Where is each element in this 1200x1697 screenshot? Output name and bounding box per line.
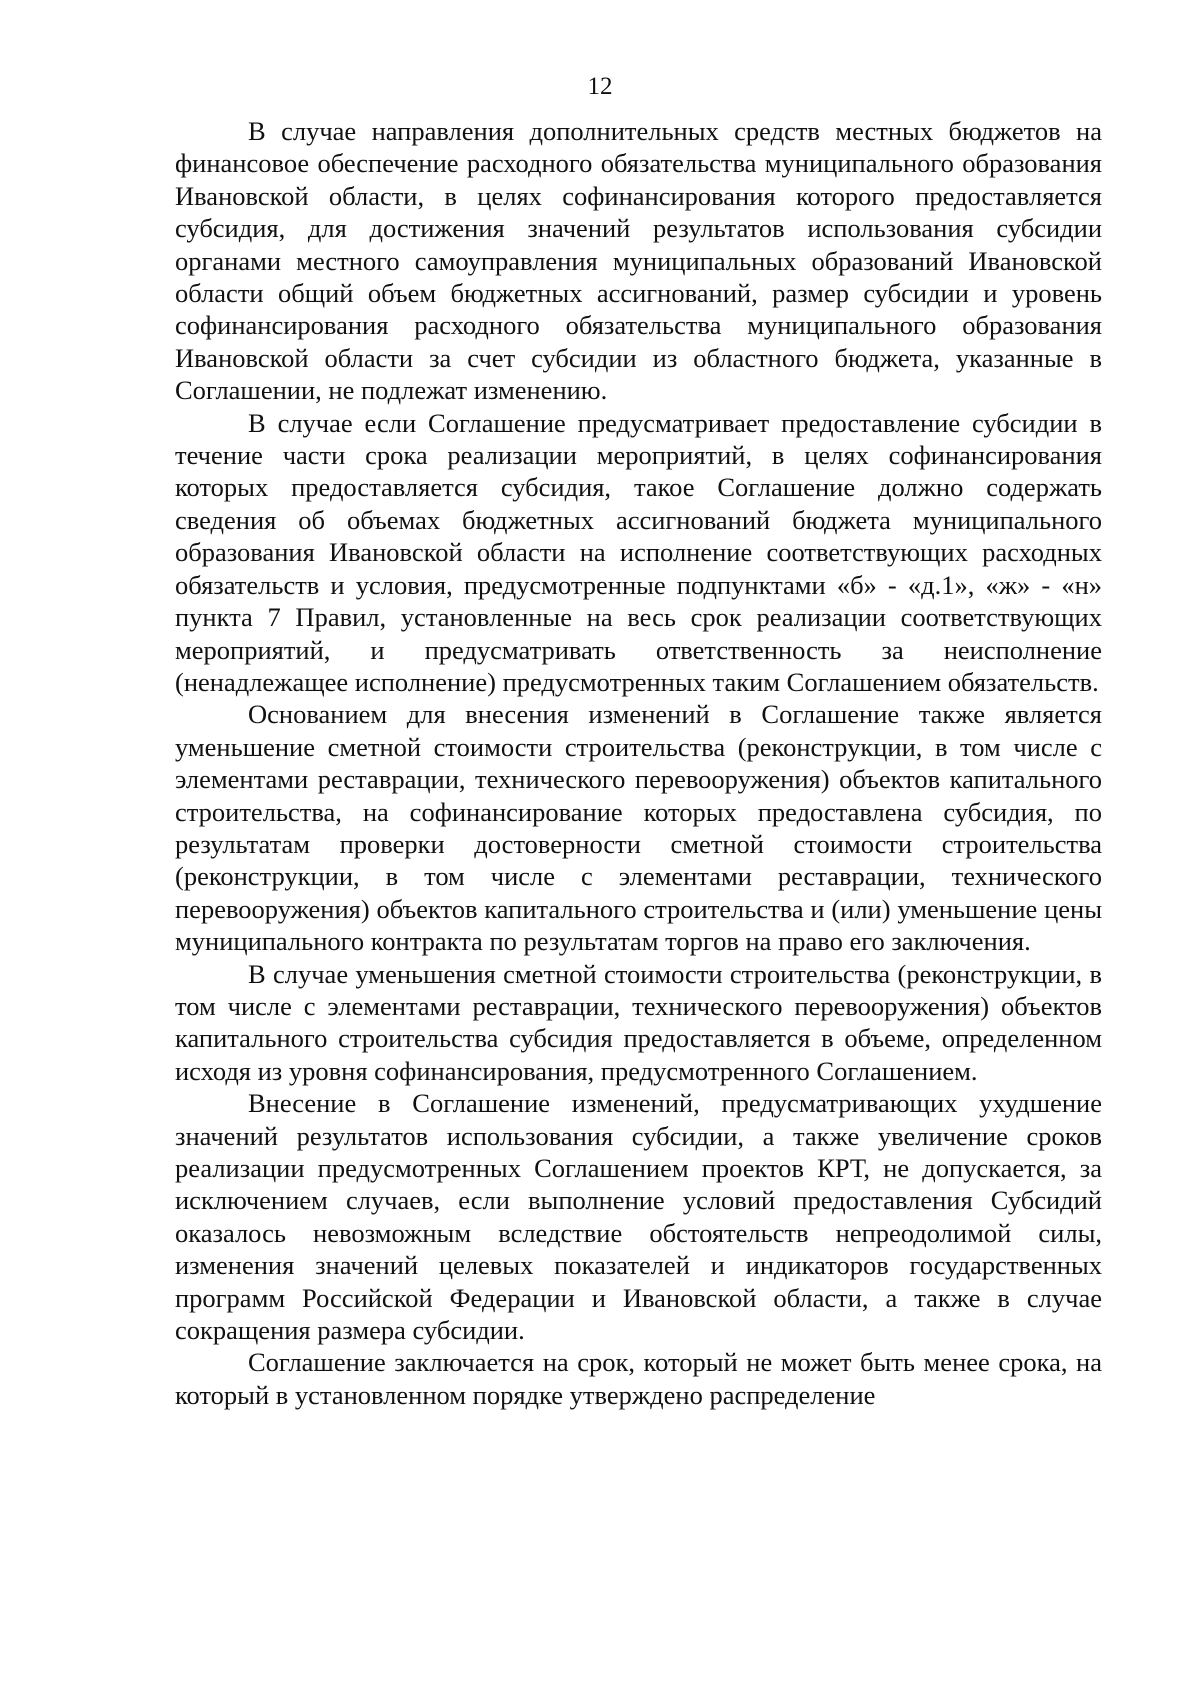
paragraph-partial-term-agreement: В случае если Соглашение предусматривает предоставление субсидии в течение части срока реализации мероприятий, в целях софинансирования которых предоставляется субсидия, такое Соглашение должно содержать сведения об объемах бюджетных ассигнований бюджета муниципального образования Ивановской области на исполнение соответствующих расходных обязательств и условия, предусмотренные подпунктами «б» - «д.1», «ж» - «н» пункта 7 Правил, установленные на весь срок реализации соответствующих мероприятий, и предусматривать ответственность за неисполнение (ненадлежащее исполнение) предусмотренных таким Соглашением обязательств. <box>175 407 1102 697</box>
paragraph-additional-local-funds: В случае направления дополнительных средств местных бюджетов на финансовое обеспечение расходного обязательства муниципального образования Ивановской области, в целях софинансирования которого предоставляется субсидия, для достижения значений результатов использования субсидии органами местного самоуправления муниципальных образований Ивановской области общий объем бюджетных ассигнований, размер субсидии и уровень софинансирования расходного обязательства муниципального образования Ивановской области за счет субсидии из областного бюджета, указанные в Соглашении, не подлежат изменению. <box>175 116 1102 406</box>
paragraph-worsening-changes: Внесение в Соглашение изменений, предусматривающих ухудшение значений результатов использования субсидии, а также увеличение сроков реализации предусмотренных Соглашением проектов КРТ, не допускается, за исключением случаев, если выполнение условий предоставления Субсидий оказалось невозможным вследствие обстоятельств непреодолимой силы, изменения значений целевых показателей и индикаторов государственных программ Российской Федерации и Ивановской области, а также в случае сокращения размера субсидии. <box>175 1088 1102 1346</box>
document-body <box>175 115 1102 1411</box>
paragraph-cost-reduction: В случае уменьшения сметной стоимости строительства (реконструкции, в том числе с элементами реставрации, технического перевооружения) объектов капитального строительства субсидия предоставляется в объеме, определенном исходя из уровня софинансирования, предусмотренного Соглашением. <box>175 958 1102 1086</box>
paragraph-grounds-for-changes: Основанием для внесения изменений в Соглашение также является уменьшение сметной стоимости строительства (реконструкции, в том числе с элементами реставрации, технического перевооружения) объектов капитального строительства, на софинансирование которых предоставлена субсидия, по результатам проверки достоверности сметной стоимости строительства (реконструкции, в том числе с элементами реставрации, технического перевооружения) объектов капитального строительства и (или) уменьшение цены муниципального контракта по результатам торгов на право его заключения. <box>175 699 1102 957</box>
page-number: 12 <box>587 73 613 100</box>
paragraph-agreement-term: Соглашение заключается на срок, который не может быть менее срока, на который в установленном порядке утверждено распределение <box>175 1347 1102 1410</box>
